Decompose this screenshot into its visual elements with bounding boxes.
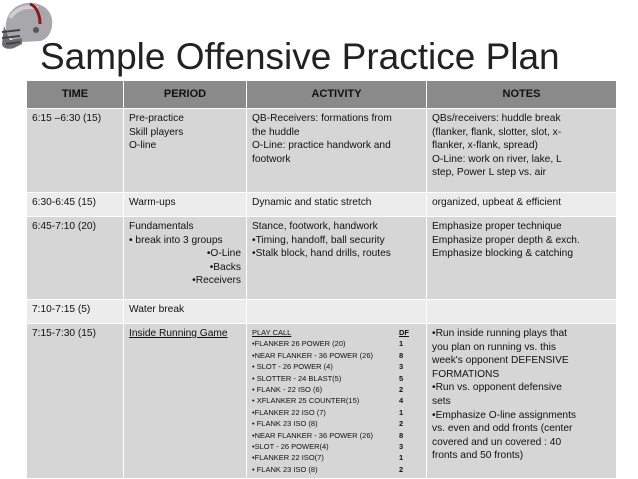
df-item: 2 — [399, 385, 404, 395]
notes-line: flanker, x-flank, spread) — [432, 140, 538, 152]
activity-line: •Timing, handoff, ball security — [252, 234, 385, 246]
period-cell — [124, 324, 247, 479]
df-item: 4 — [399, 396, 404, 406]
play-list — [252, 327, 373, 475]
period-line: Pre-practice — [129, 113, 184, 124]
notes-line: you plan on running vs. this — [432, 341, 557, 353]
time-cell: 6:30-6:45 (15) — [27, 193, 124, 217]
period-line: O-line — [129, 140, 157, 152]
period-cell — [124, 109, 247, 193]
play-item: •FLANKER 22 ISO (7) — [252, 407, 326, 417]
notes-line: covered and un covered : 40 — [432, 436, 562, 448]
notes-line: step, Power L step vs. air — [432, 167, 546, 179]
header-notes: NOTES — [427, 81, 617, 109]
notes-line: organized, upbeat & efficient — [432, 197, 561, 208]
time-cell: 7:15-7:30 (15) — [27, 324, 124, 479]
activity-line: footwork — [252, 153, 291, 165]
table-row — [27, 193, 617, 217]
practice-plan-table — [26, 80, 617, 479]
play-call-block — [252, 327, 421, 475]
period-line: •O-Line — [206, 248, 241, 260]
time-cell: 7:10-7:15 (5) — [27, 300, 124, 324]
df-item: 1 — [399, 453, 404, 463]
notes-cell — [427, 109, 617, 193]
notes-cell — [427, 324, 617, 479]
period-cell — [124, 300, 247, 324]
notes-line: Emphasize proper depth & exch. — [432, 234, 580, 246]
period-line: Water break — [129, 304, 185, 315]
time-cell: 6:15 –6:30 (15) — [27, 109, 124, 193]
period-line: Inside Running Game — [129, 328, 228, 339]
play-item: •NEAR FLANKER - 36 POWER (26) — [252, 430, 373, 440]
period-line: Warm-ups — [129, 197, 176, 208]
notes-line: vs. even and odd fronts (center — [432, 423, 573, 435]
activity-line: QB-Receivers: formations from — [252, 113, 392, 124]
activity-line: Stance, footwork, handwork — [252, 221, 378, 232]
table-row — [27, 300, 617, 324]
notes-line: fronts and 50 fronts) — [432, 450, 524, 462]
notes-line: •Run inside running plays that — [432, 328, 567, 339]
period-line: •Backs — [209, 261, 241, 273]
play-item: •FLANKER 22 ISO(7) — [252, 453, 324, 463]
notes-line: QBs/receivers: huddle break — [432, 113, 561, 124]
table-row — [27, 217, 617, 300]
page-title: Sample Offensive Practice Plan — [40, 36, 560, 77]
df-item: 1 — [399, 339, 404, 349]
activity-cell — [247, 193, 427, 217]
df-item: 8 — [399, 350, 404, 360]
play-item: • FLANK - 22 ISO (6) — [252, 385, 323, 395]
df-item: 3 — [399, 362, 404, 372]
activity-cell — [247, 217, 427, 300]
df-item: 8 — [399, 430, 404, 440]
activity-line: •Stalk block, hand drills, routes — [252, 248, 391, 260]
df-item: 2 — [399, 419, 404, 429]
period-line: Fundamentals — [129, 221, 194, 232]
notes-line: Emphasize blocking & catching — [432, 248, 574, 260]
notes-line: sets — [432, 395, 451, 407]
notes-line: FORMATIONS — [432, 368, 500, 380]
df-list — [399, 327, 415, 475]
df-item: 1 — [399, 407, 404, 417]
df-item: 5 — [399, 373, 404, 383]
period-line: Skill players — [129, 126, 184, 138]
header-time: TIME — [27, 81, 124, 109]
notes-cell — [427, 193, 617, 217]
header-period: PERIOD — [124, 81, 247, 109]
df-header: DF — [399, 328, 409, 337]
notes-cell — [427, 300, 617, 324]
activity-line: Dynamic and static stretch — [252, 197, 372, 208]
notes-cell — [427, 217, 617, 300]
notes-line: •Emphasize O-line assignments — [432, 409, 576, 421]
activity-line: the huddle — [252, 126, 300, 138]
notes-line: •Run vs. opponent defensive — [432, 382, 562, 394]
period-line: • break into 3 groups — [129, 234, 223, 246]
time-cell: 6:45-7:10 (20) — [27, 217, 124, 300]
period-cell — [124, 217, 247, 300]
play-item: • FLANK 23 ISO (8) — [252, 464, 318, 474]
play-item: • SLOTTER - 24 BLAST(5) — [252, 373, 342, 383]
play-item: •NEAR FLANKER - 36 POWER (26) — [252, 350, 373, 360]
notes-line: Emphasize proper technique — [432, 221, 562, 232]
play-call-header: PLAY CALL — [252, 328, 292, 337]
activity-cell — [247, 109, 427, 193]
play-item: • SLOT - 26 POWER (4) — [252, 362, 333, 372]
play-item: • FLANK 23 ISO (8) — [252, 419, 318, 429]
period-cell — [124, 193, 247, 217]
play-item: • XFLANKER 25 COUNTER(15) — [252, 396, 360, 406]
activity-line: O-Line: practice handwork and — [252, 140, 391, 152]
notes-line: week's opponent DEFENSIVE — [432, 355, 569, 367]
notes-line: (flanker, flank, slotter, slot, x- — [432, 126, 562, 138]
table-row — [27, 324, 617, 479]
header-activity: ACTIVITY — [247, 81, 427, 109]
table-header-row — [27, 81, 617, 109]
df-item: 2 — [399, 464, 404, 474]
activity-cell — [247, 324, 427, 479]
period-line: •Receivers — [192, 275, 241, 287]
play-item: •SLOT - 26 POWER(4) — [252, 442, 329, 452]
df-item: 3 — [399, 442, 404, 452]
activity-cell — [247, 300, 427, 324]
table-row — [27, 109, 617, 193]
play-item: •FLANKER 26 POWER (20) — [252, 339, 346, 349]
notes-line: O-Line: work on river, lake, L — [432, 153, 562, 165]
